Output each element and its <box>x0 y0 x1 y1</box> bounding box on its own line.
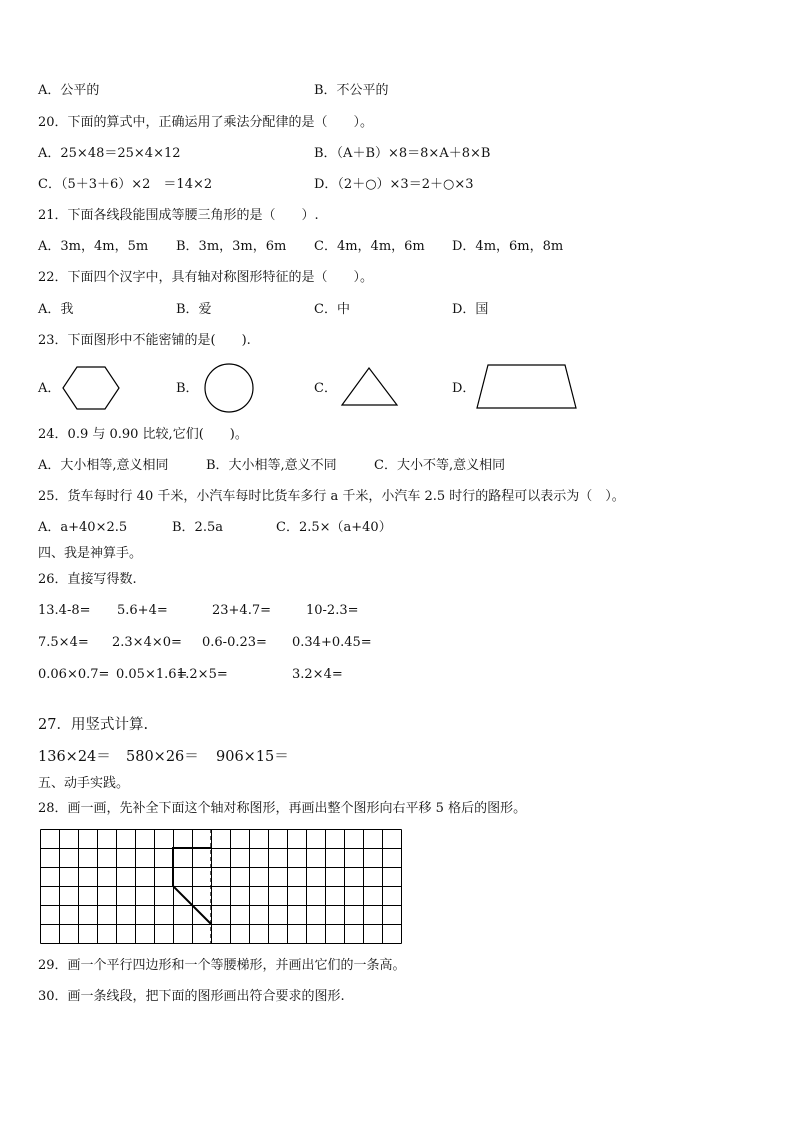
q19-option-a: A．公平的 <box>38 83 100 98</box>
q25-stem: 25．货车每时行 40 千米，小汽车每时比货车多行 a 千米，小汽车 2.5 时行的路程可以表示为（ ）。 <box>38 489 625 504</box>
q24-stem: 24．0.9 与 0.90 比较,它们( )。 <box>38 427 248 442</box>
q23-option-a: A． <box>38 381 61 396</box>
q26-r3-c4: 3.2×4= <box>292 667 343 682</box>
q24-option-b: B．大小相等,意义不同 <box>206 458 337 473</box>
q25-option-c: C．2.5×（a+40） <box>276 520 392 535</box>
q23-option-c: C． <box>314 381 337 396</box>
q26-r2-c1: 7.5×4= <box>38 635 89 650</box>
q28-stem: 28．画一画，先补全下面这个轴对称图形，再画出整个图形向右平移 5 格后的图形。 <box>38 801 527 816</box>
q21-option-c: C．4m，4m，6m <box>314 239 425 254</box>
q26-stem: 26．直接写得数. <box>38 572 137 587</box>
q25-option-a: A．a+40×2.5 <box>38 520 128 535</box>
q22-option-b: B．爱 <box>176 302 212 317</box>
q22-stem: 22．下面四个汉字中，具有轴对称图形特征的是（ ）。 <box>38 270 374 285</box>
q21-stem: 21．下面各线段能围成等腰三角形的是（ ）. <box>38 208 319 223</box>
q27-stem: 27．用竖式计算. <box>38 717 149 733</box>
q27-item-1: 136×24＝ <box>38 749 111 765</box>
q26-r2-c3: 0.6-0.23= <box>202 635 267 650</box>
q25-option-b: B．2.5a <box>172 520 223 535</box>
q20-option-c: C．（5＋3＋6）×2 ＝14×2 <box>38 177 213 192</box>
q20-option-d: D．（2＋○）×3＝2＋○×3 <box>314 177 474 192</box>
hexagon-shape <box>60 364 122 412</box>
q23-stem: 23．下面图形中不能密铺的是( ). <box>38 333 251 348</box>
q21-option-b: B．3m，3m，6m <box>176 239 287 254</box>
q21-option-a: A．3m，4m，5m <box>38 239 149 254</box>
q19-option-b: B．不公平的 <box>314 83 389 98</box>
q26-r1-c4: 10-2.3= <box>306 603 359 618</box>
q26-r1-c3: 23+4.7= <box>212 603 272 618</box>
q20-option-b: B．（A＋B）×8＝8×A＋8×B <box>314 146 491 161</box>
q20-option-a: A．25×48＝25×4×12 <box>38 146 181 161</box>
q26-r2-c2: 2.3×4×0= <box>112 635 182 650</box>
trapezoid-shape <box>474 362 578 410</box>
q22-option-a: A．我 <box>38 302 74 317</box>
q29-stem: 29．画一个平行四边形和一个等腰梯形，并画出它们的一条高。 <box>38 958 406 973</box>
section-4-heading: 四、我是神算手。 <box>38 546 143 561</box>
q24-option-c: C．大小不等,意义相同 <box>374 458 506 473</box>
q22-option-c: C．中 <box>314 302 350 317</box>
q23-option-d: D． <box>452 381 476 396</box>
q26-r3-c2: 0.05×1.6= <box>116 667 188 682</box>
q26-r3-c1: 0.06×0.7= <box>38 667 110 682</box>
q26-r2-c4: 0.34+0.45= <box>292 635 372 650</box>
q26-r3-c3: 1.2×5= <box>177 667 228 682</box>
q30-stem: 30．画一条线段，把下面的图形画出符合要求的图形. <box>38 989 345 1004</box>
grid-figure <box>40 829 402 945</box>
q21-option-d: D．4m，6m，8m <box>452 239 564 254</box>
q20-stem: 20．下面的算式中，正确运用了乘法分配律的是（ ）。 <box>38 115 374 130</box>
q27-item-3: 906×15＝ <box>216 749 289 765</box>
q27-item-2: 580×26＝ <box>126 749 199 765</box>
q24-option-a: A．大小相等,意义相同 <box>38 458 169 473</box>
circle-shape <box>202 361 256 415</box>
section-5-heading: 五、动手实践。 <box>38 776 130 791</box>
q26-r1-c2: 5.6+4= <box>117 603 168 618</box>
q22-option-d: D．国 <box>452 302 489 317</box>
q26-r1-c1: 13.4-8= <box>38 603 91 618</box>
triangle-shape <box>340 366 400 408</box>
q23-option-b: B． <box>176 381 199 396</box>
